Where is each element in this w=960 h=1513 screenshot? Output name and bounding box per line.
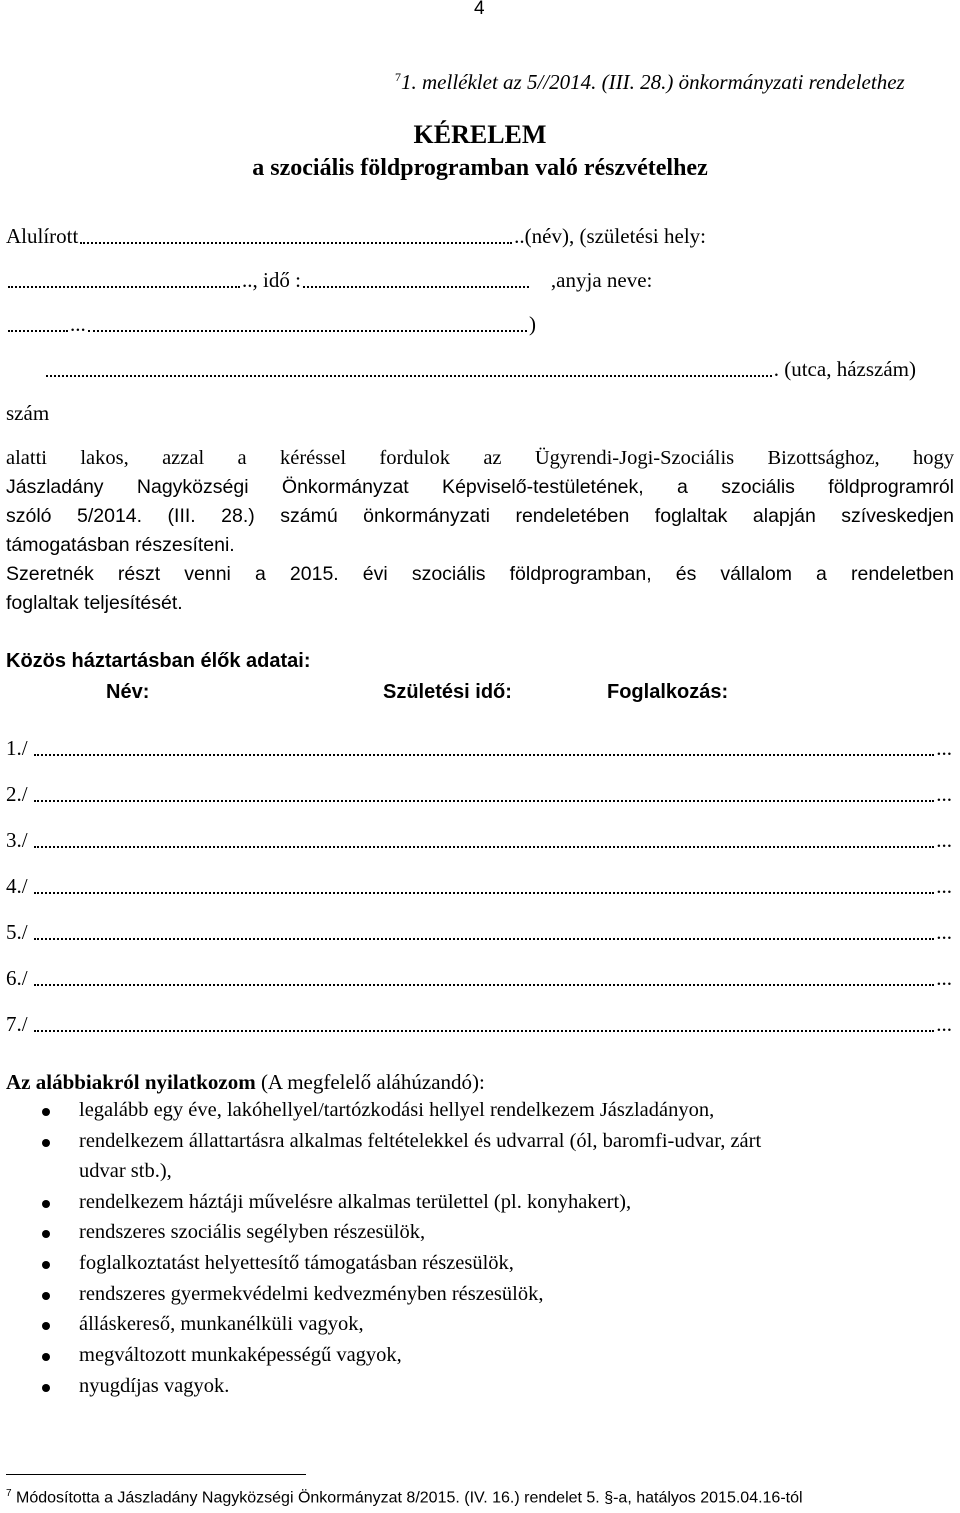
member-row-tail: ... — [936, 782, 952, 806]
member-row-tail: ... — [936, 1012, 952, 1036]
form-line-name — [6, 224, 706, 249]
member-row-field[interactable] — [34, 846, 935, 848]
name-field[interactable] — [80, 242, 512, 244]
member-row-4[interactable] — [6, 874, 952, 899]
form-dots-b: ... — [70, 312, 86, 336]
member-row-label: 3./ — [6, 828, 28, 852]
form-paren-close: ) — [529, 312, 536, 336]
member-row-label: 5./ — [6, 920, 28, 944]
birth-place-field[interactable] — [8, 286, 240, 288]
bullet-icon — [42, 1322, 50, 1330]
footnote-text: Módosította a Jászladány Nagyközségi Önkormányzat 8/2015. (IV. 16.) rendelet 5. §-a, hatályos 2015.04.16-tól — [16, 1489, 803, 1507]
declaration-option-social-aid[interactable]: rendszeres szociális segélyben részesülök, — [79, 1221, 426, 1243]
member-row-field[interactable] — [34, 984, 935, 986]
declaration-option-garden[interactable]: rendelkezem háztáji művelésre alkalmas területtel (pl. konyhakert), — [79, 1191, 632, 1213]
declaration-option-residency[interactable]: legalább egy éve, lakóhellyel/tartózkodási hellyel rendelkezem Jászladányon, — [79, 1099, 715, 1121]
member-row-label: 1./ — [6, 736, 28, 760]
member-row-field[interactable] — [34, 892, 935, 894]
member-row-field[interactable] — [34, 754, 935, 756]
column-birth-date: Születési idő: — [383, 681, 512, 703]
body-line-1: alatti lakos, azzal a kéréssel fordulok az Ügyrendi-Jogi-Szociális Bizottsághoz, hogy — [6, 447, 954, 469]
bullet-icon — [42, 1292, 50, 1300]
declaration-heading-note: (A megfelelő aláhúzandó): — [255, 1070, 485, 1094]
member-row-tail: ... — [936, 828, 952, 852]
form-label-time: , idő : — [252, 268, 301, 292]
household-heading: Közös háztartásban élők adatai: — [6, 650, 311, 672]
form-label-address: . (utca, házszám) — [773, 357, 916, 381]
address-field[interactable] — [46, 375, 772, 377]
column-occupation: Foglalkozás: — [607, 681, 729, 703]
declaration-option-child-protection[interactable]: rendszeres gyermekvédelmi kedvezményben részesülök, — [79, 1283, 544, 1305]
declaration-option-employment-support[interactable]: foglalkoztatást helyettesítő támogatásban részesülök, — [79, 1252, 514, 1274]
annex-footnote-marker: 7 — [395, 70, 401, 84]
mother-name-field-a[interactable] — [8, 330, 68, 332]
column-name: Név: — [106, 681, 150, 703]
declaration-option-pensioner[interactable]: nyugdíjas vagyok. — [79, 1375, 230, 1397]
birth-time-field[interactable] — [303, 286, 529, 288]
member-row-tail: ... — [936, 874, 952, 898]
page-number: 4 — [474, 0, 485, 19]
body-line-6: foglaltak teljesítését. — [6, 592, 183, 614]
form-label-alulirott: Alulírott — [6, 224, 79, 248]
member-row-label: 7./ — [6, 1012, 28, 1036]
form-label-szam: szám — [6, 401, 50, 425]
footnote — [6, 1488, 803, 1507]
member-row-tail: ... — [936, 966, 952, 990]
bullet-icon — [42, 1353, 50, 1361]
annex-text: 1. melléklet az 5//2014. (III. 28.) önkormányzati rendelethez — [401, 70, 905, 94]
member-row-7[interactable] — [6, 1012, 952, 1037]
member-row-tail: ... — [936, 920, 952, 944]
bullet-icon — [42, 1200, 50, 1208]
footnote-marker: 7 — [6, 1488, 12, 1499]
body-line-4: támogatásban részesíteni. — [6, 534, 235, 556]
form-label-name: ..(név), (születési hely: — [514, 224, 706, 248]
bullet-icon — [42, 1384, 50, 1392]
form-label-mother: ,anyja neve: — [550, 268, 653, 292]
declaration-option-jobseeker[interactable]: álláskereső, munkanélküli vagyok, — [79, 1313, 364, 1335]
declaration-option-disability[interactable]: megváltozott munkaképességű vagyok, — [79, 1344, 402, 1366]
bullet-icon — [42, 1230, 50, 1238]
document-title: KÉRELEM — [413, 120, 547, 149]
form-line-birth — [6, 268, 686, 293]
form-dots-a: .. — [242, 268, 253, 292]
member-row-label: 4./ — [6, 874, 28, 898]
member-row-tail: ... — [936, 736, 952, 760]
member-row-field[interactable] — [34, 938, 935, 940]
body-line-5: Szeretnék részt venni a 2015. évi szociális földprogramban, és vállalom a rendeletben — [6, 563, 954, 585]
declaration-option-livestock-cont[interactable]: udvar stb.), — [79, 1160, 172, 1182]
bullet-icon — [42, 1261, 50, 1269]
annex-reference — [395, 70, 905, 95]
member-row-6[interactable] — [6, 966, 952, 991]
declaration-heading-bold: Az alábbiakról nyilatkozom — [6, 1070, 256, 1094]
member-row-5[interactable] — [6, 920, 952, 945]
bullet-icon — [42, 1108, 50, 1116]
member-row-2[interactable] — [6, 782, 952, 807]
member-row-label: 6./ — [6, 966, 28, 990]
member-row-field[interactable] — [34, 800, 935, 802]
member-row-label: 2./ — [6, 782, 28, 806]
bullet-icon — [42, 1139, 50, 1147]
form-line-mother — [6, 312, 536, 337]
mother-name-field-b[interactable] — [88, 330, 527, 332]
member-row-1[interactable] — [6, 736, 952, 761]
body-line-3: szóló 5/2014. (III. 28.) számú önkormányzati rendeletében foglaltak alapján szíveskedjen — [6, 505, 954, 527]
form-line-address — [6, 357, 916, 382]
member-row-field[interactable] — [34, 1030, 935, 1032]
footnote-separator — [6, 1474, 306, 1475]
declaration-heading — [6, 1070, 485, 1095]
member-row-3[interactable] — [6, 828, 952, 853]
document-subtitle: a szociális földprogramban való részvételhez — [252, 155, 708, 181]
declaration-option-livestock[interactable]: rendelkezem állattartásra alkalmas feltételekkel és udvarral (ól, baromfi-udvar, zárt — [79, 1130, 762, 1152]
body-line-2: Jászladány Nagyközségi Önkormányzat Képviselő-testületének, a szociális földprogramról — [6, 476, 954, 498]
